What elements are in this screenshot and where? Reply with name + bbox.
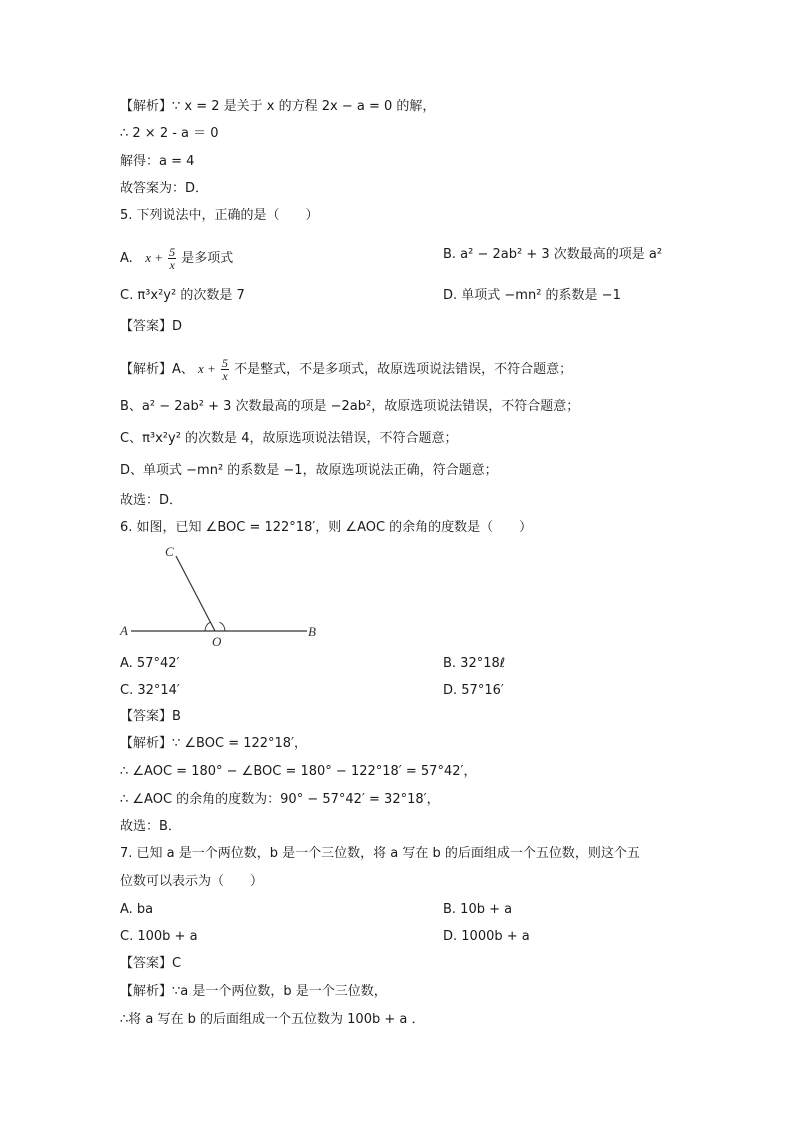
q7-answer: 【答案】C [120,956,182,971]
q5-explanation-a-prefix: 【解析】A、 [120,362,194,377]
q6-option-a: A. 57°42′ [120,656,180,671]
q5-option-a-text: 是多项式 [181,251,234,266]
q5-explanation-d: D、单项式 −mn² 的系数是 −1，故原选项说法正确，符合题意； [120,463,498,478]
question-5: 5. 下列说法中，正确的是（ ） [120,208,319,223]
solution-line-3: 解得：a = 4 [120,154,195,169]
q6-explanation-3: ∴ ∠AOC 的余角的度数为：90° − 57°42′ = 32°18′， [120,792,440,807]
question-7-line-1: 7. 已知 a 是一个两位数，b 是一个三位数，将 a 写在 b 的后面组成一个五位数，则这个五 [120,846,640,861]
angle-figure [114,540,324,648]
ray-oc [176,556,215,631]
label-c: C [165,544,174,559]
solution-line-1: 【解析】∵ x = 2 是关于 x 的方程 2x − a = 0 的解， [120,99,436,114]
q5-explanation-a [120,357,572,382]
q7-option-b: B. 10b + a [443,902,513,917]
q6-answer: 【答案】B [120,709,181,724]
q6-option-c: C. 32°14′ [120,683,180,698]
label-a: A [120,623,128,638]
q5-explanation-a-expr: x + [198,361,216,376]
q5-explanation-b: B、a² − 2ab² + 3 次数最高的项是 −2ab²，故原选项说法错误，不符合题意； [120,399,580,414]
q6-option-d: D. 57°16′ [443,683,504,698]
q6-explanation-2: ∴ ∠AOC = 180° − ∠BOC = 180° − 122°18′ = 57°42′， [120,764,477,779]
question-7-line-2: 位数可以表示为（ ） [120,874,264,889]
angle-aoc-arc [205,622,210,631]
q7-explanation-1: 【解析】∵a 是一个两位数，b 是一个三位数， [120,984,387,999]
q7-option-d: D. 1000b + a [443,929,530,944]
solution-line-2: ∴ 2 × 2 - a ＝ 0 [120,126,219,141]
q7-explanation-2: ∴将 a 写在 b 的后面组成一个五位数为 100b + a ． [120,1012,425,1027]
q5-answer: 【答案】D [120,319,183,334]
q5-option-c: C. π³x²y² 的次数是 7 [120,288,245,303]
q6-option-b: B. 32°18ℓ [443,656,506,671]
q5-option-b: B. a² − 2ab² + 3 次数最高的项是 a² [443,247,663,262]
q5-explanation-a-fraction [221,357,229,382]
q5-explanation-conclusion: 故选：D． [120,493,183,508]
q5-explanation-a-text: 不是整式，不是多项式，故原选项说法错误，不符合题意； [234,362,573,377]
fraction-denominator: x [222,369,228,383]
q5-option-d: D. 单项式 −mn² 的系数是 −1 [443,288,621,303]
q5-option-a [120,246,233,271]
q6-explanation-1: 【解析】∵ ∠BOC = 122°18′， [120,736,308,751]
q6-explanation-conclusion: 故选：B． [120,819,181,834]
q5-option-a-fraction [168,246,176,271]
q5-option-a-prefix: A. [120,251,133,266]
q7-option-a: A. ba [120,902,154,917]
fraction-denominator: x [169,258,175,272]
q5-option-a-expr: x + [145,250,163,265]
label-o: O [212,634,222,648]
q7-option-c: C. 100b + a [120,929,198,944]
fraction-numerator: 5 [221,356,228,370]
question-6: 6. 如图，已知 ∠BOC = 122°18′，则 ∠AOC 的余角的度数是（ ） [120,520,533,535]
solution-line-4: 故答案为：D． [120,181,209,196]
angle-boc-arc [220,622,226,631]
fraction-numerator: 5 [169,245,176,259]
q5-explanation-c: C、π³x²y² 的次数是 4，故原选项说法错误，不符合题意； [120,431,458,446]
label-b: B [308,624,316,639]
